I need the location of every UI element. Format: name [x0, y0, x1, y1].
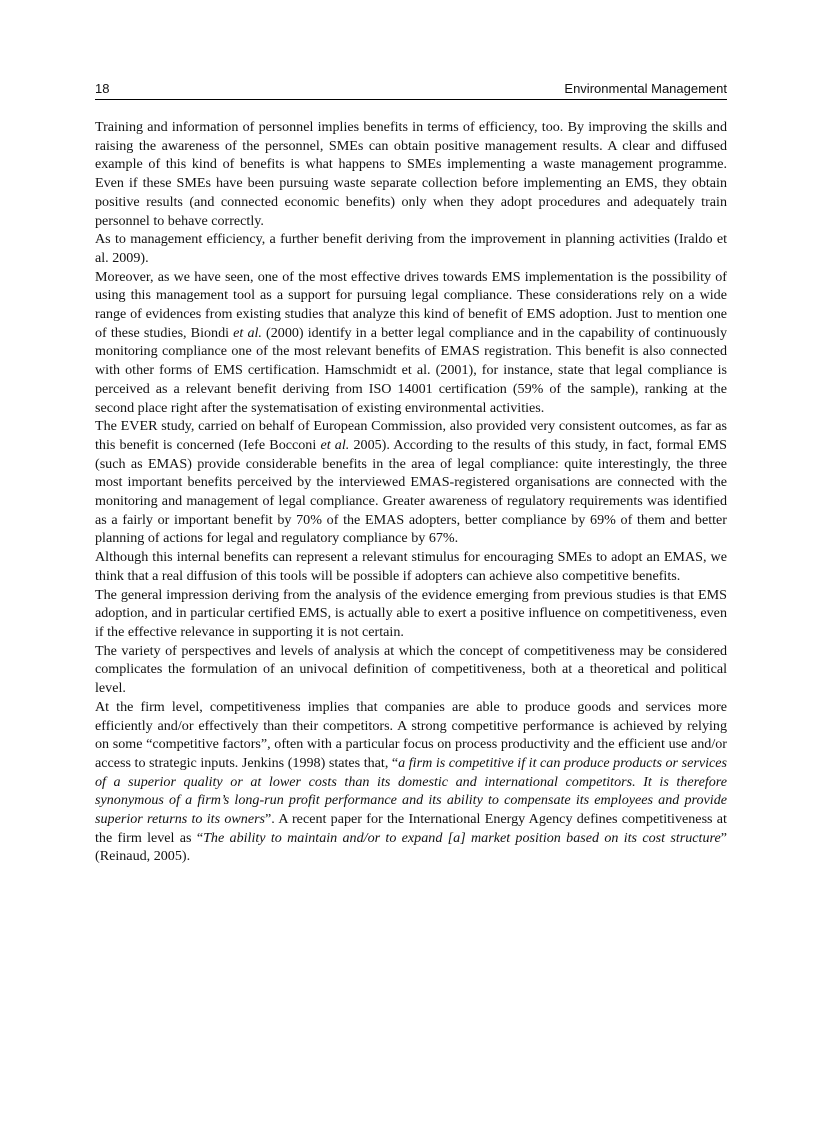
text-run: ”. A recent paper for the International Energy Agency defines competitiveness at the firm level as “ [95, 811, 727, 846]
page-number: 18 [95, 81, 110, 96]
quote-italic: a firm is competitive if it can produce products or services of a superior quality or at lower costs than its domestic and international competitors. It is therefore synonymous of a firm’s long-run profit performance and its ability to compensate its employees and provide superior returns to its owners [95, 754, 727, 828]
text-run: As to management efficiency, a further benefit deriving from the improvement in planning activities (Iraldo et al. 2009). [95, 231, 727, 266]
paragraph [95, 118, 727, 230]
text-run: Moreover, as we have seen, one of the most effective drives towards EMS implementation is the possibility of using this management tool as a support for pursuing legal compliance. These considerations rely on a wide range of evidences from existing studies that analyze this kind of benefit of EMS adoption. Just to mention one of these studies, Biondi [95, 268, 727, 341]
running-title: Environmental Management [564, 81, 727, 96]
paragraph [95, 698, 727, 866]
text-run: 2005). According to the results of this study, in fact, formal EMS (such as EMAS) provide considerable benefits in the area of legal compliance: quite interestingly, the three most important benefits perceived by the interviewed EMAS-registered organisations are connected with the monitoring and management of legal compliance. Greater awareness of regulatory requirements was identified as a fairly or important benefit by 70% of the EMAS adopters, better compliance by 69% of them and better planning of actions for legal and regulatory compliance by 67%. [95, 436, 727, 547]
text-run: ” (Reinaud, 2005). [95, 829, 727, 865]
text-run: Training and information of personnel implies benefits in terms of efficiency, too. By improving the skills and raising the awareness of the personnel, SMEs can obtain positive management results. A clear and diffused example of this kind of benefits is what happens to SMEs implementing a waste management programme. Even if these SMEs have been pursuing waste separate collection before implementing an EMS, they obtain positive results (and connected economic benefits) only when they adopt procedures and adequately train personnel to behave correctly. [95, 119, 727, 229]
text-run: At the firm level, competitiveness implies that companies are able to produce goods and services more efficiently and/or effectively than their competitors. A strong competitive performance is achieved by relying on some “competitive factors”, often with a particular focus on process productivity and the efficient use and/or access to strategic inputs. Jenkins (1998) states that, “ [95, 698, 727, 771]
body-text [95, 118, 727, 866]
citation-italic: et al. [320, 436, 350, 453]
paragraph [95, 548, 727, 585]
text-run: The general impression deriving from the analysis of the evidence emerging from previous studies is that EMS adoption, and in particular certified EMS, is actually able to exert a positive influence on competitiveness, even if the effective relevance in supporting it is not certain. [95, 586, 727, 640]
paragraph [95, 268, 727, 418]
quote-italic: The ability to maintain and/or to expand [a] market position based on its cost structure [203, 829, 721, 846]
citation-italic: et al. [233, 324, 262, 341]
text-run: Although this internal benefits can represent a relevant stimulus for encouraging SMEs to adopt an EMAS, we think that a real diffusion of this tools will be possible if adopters can achieve also competitive benefits. [95, 549, 727, 584]
text-run: The EVER study, carried on behalf of European Commission, also provided very consistent outcomes, as far as this benefit is concerned (Iefe Bocconi [95, 418, 727, 453]
paragraph [95, 230, 727, 267]
running-header [95, 80, 727, 100]
paragraph [95, 417, 727, 548]
text-run: The variety of perspectives and levels of analysis at which the concept of competitiveness may be considered complicates the formulation of an univocal definition of competitiveness, both at a theoretical and political level. [95, 642, 727, 697]
text-run: (2000) identify in a better legal compliance and in the capability of continuously monitoring compliance one of the most relevant benefits of EMAS registration. This benefit is also connected with other forms of EMS certification. Hamschmidt et al. (2001), for instance, state that legal compliance is perceived as a relevant benefit deriving from ISO 14001 certification (59% of the sample), ranking at the second place right after the systematisation of existing environmental activities. [95, 324, 727, 416]
paragraph [95, 586, 727, 642]
paragraph [95, 642, 727, 698]
